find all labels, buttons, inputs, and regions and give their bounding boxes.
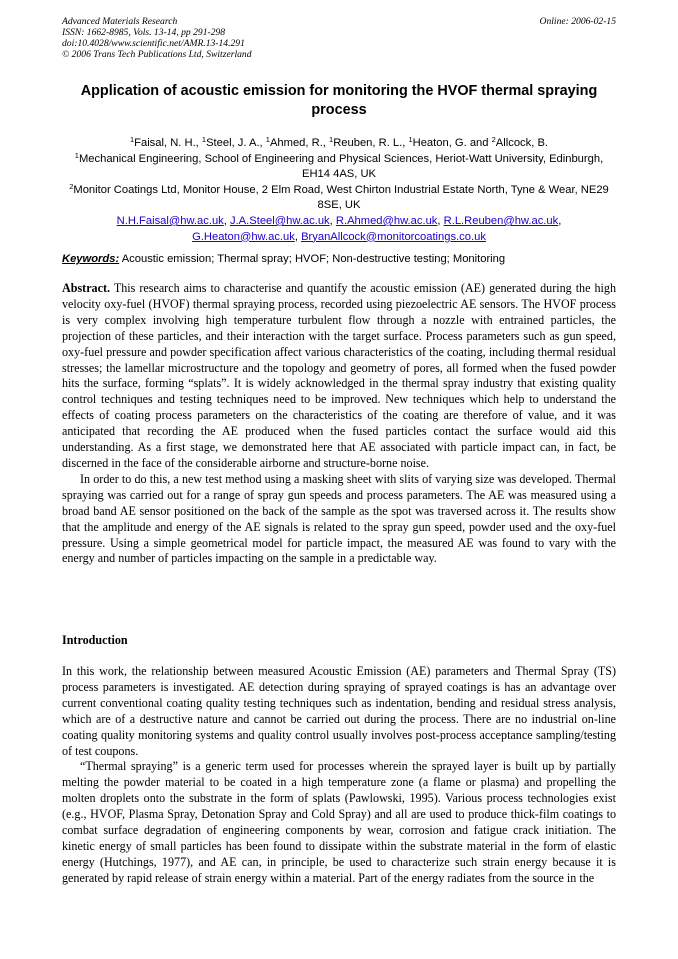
email-link[interactable]: R.Ahmed@hw.ac.uk	[335, 214, 438, 227]
journal-doi: doi:10.4028/www.scientific.net/AMR.13-14.291	[62, 38, 245, 49]
author-name: Allcock, B.	[495, 137, 549, 149]
journal-header	[62, 16, 616, 60]
author-name: Ahmed, R.,	[269, 137, 330, 149]
journal-name: Advanced Materials Research	[62, 16, 178, 27]
paper-title: Application of acoustic emission for monitoring the HVOF thermal spraying process	[80, 83, 598, 118]
abstract-paragraph: In order to do this, a new test method using a masking sheet with slits of varying size was developed. Thermal spraying was carried out for a range of spray gun speeds and process parameters. The AE was measured using a broad band AE sensor positioned on the back of the sample as the spot was traversed across it. The results show that the amplitude and energy of the AE signals is related to the spray gun speed, powder used and the oxy-fuel pressure. Using a simple geometrical model for particle impact, the measured AE was found to vary with the energy and number of particles impacting on the sample in a predictable way.	[62, 471, 616, 566]
author-name: Reuben, R. L.,	[333, 137, 409, 149]
keywords-text: Acoustic emission; Thermal spray; HVOF; Non-destructive testing; Monitoring	[119, 253, 506, 265]
journal-copyright: © 2006 Trans Tech Publications Ltd, Switzerland	[62, 49, 252, 60]
abstract-paragraph: Abstract. This research aims to characterise and quantify the acoustic emission (AE) generated during the high velocity oxy-fuel (HVOF) thermal spraying process, recorded using piezoelectric AE sensors. The HVOF process is very complex involving high temperature turbulent flow through a nozzle with entrained particles, the projection of these particles, and their interaction with the target surface. Process parameters such as gun speed, oxy-fuel pressure and powder specification affect various characteristics of the coating, including thermal residual stresses; the lamellar microstructure and the topology and geometry of pores, all formed when the fused powder hits the surface, forming “splats”. It is widely acknowledged in the thermal spray industry that existing quality control techniques and testing techniques need to be improved. New techniques which help to understand the effects of coating process parameters on the characteristics of the coating are therefore of value, and it was anticipated that recording the AE produced when the fused particles contact the surface would aid this understanding. As a first stage, we demonstrated here that AE associated with particle impact can, in fact, be discerned in the face of the considerable airborne and structure-borne noise.	[62, 281, 616, 470]
email-link[interactable]: BryanAllcock@monitorcoatings.co.uk	[301, 230, 486, 243]
author-list: $^1$Faisal, N. H., $^1$Steel, J. A., $^1$Ahmed, R., $^1$Reuben, R. L., $^1$Heaton, G. and $^2$Allcock, B.	[129, 135, 549, 149]
author-name: Faisal, N. H.,	[134, 137, 202, 149]
email-link[interactable]: J.A.Steel@hw.ac.uk	[229, 214, 330, 227]
author-name: Heaton, G. and	[412, 137, 492, 149]
keywords-label: Keywords:	[62, 253, 120, 265]
affiliation-2: $^2$Monitor Coatings Ltd, Monitor House, 2 Elm Road, West Chirton Industrial Estate North, Tyne & Wear, NE29 8SE, UK	[69, 181, 609, 212]
online-date: Online: 2006-02-15	[539, 16, 616, 27]
author-emails: N.H.Faisal@hw.ac.uk, J.A.Steel@hw.ac.uk, R.Ahmed@hw.ac.uk, R.L.Reuben@hw.ac.uk, G.Heaton@hw.ac.uk, BryanAllcock@monitorcoatings.co.uk	[116, 214, 562, 243]
intro-paragraph: In this work, the relationship between measured Acoustic Emission (AE) parameters and Thermal Spray (TS) process parameters is investigated. AE detection during spraying of sprayed coatings is has an advantage over current conventional coating quality testing techniques such as indentation, bending and residual stress analysis, which are of a destructive nature and cannot be carried out during the process. There are no industrial on-line coating quality monitoring systems and quality control usually involves post-process acceptance sampling/testing of test coupons.	[62, 664, 616, 758]
email-link[interactable]: N.H.Faisal@hw.ac.uk	[116, 214, 224, 227]
affiliation-1: $^1$Mechanical Engineering, School of Engineering and Physical Sciences, Heriot-Watt University, Edinburgh, EH14 4AS, UK	[74, 150, 604, 181]
abstract-section	[62, 281, 616, 567]
journal-issn: ISSN: 1662-8985, Vols. 13-14, pp 291-298	[62, 27, 226, 38]
keywords	[62, 252, 616, 267]
author-name: Steel, J. A.,	[206, 137, 266, 149]
introduction-section	[62, 664, 616, 887]
email-link[interactable]: G.Heaton@hw.ac.uk	[192, 230, 295, 243]
abstract-label: Abstract.	[62, 281, 111, 295]
intro-paragraph: “Thermal spraying” is a generic term used for processes wherein the sprayed layer is built up by partially melting the powder material to be coated in a high temperature zone (a flame or plasma) and propelling the molten droplets onto the substrate in the form of splats (Pawlowski, 1995). Various process technologies exist (e.g., HVOF, Plasma Spray, Detonation Spray and Cold Spray) and all are used to produce thick-film coatings to combat surface degradation of engineering components by wear, corrosion and fatigue crack initiation. The kinetic energy of small particles has been found to dissipate within the substrate material in the form of elastic energy (Hutchings, 1977), and AE can, in principle, be used to characterize such strain energy because it is generated by rapid release of strain energy within a material. Part of the energy radiates from the source in the	[62, 759, 616, 885]
section-heading-introduction: Introduction	[62, 633, 128, 647]
author-block	[62, 136, 616, 245]
email-link[interactable]: R.L.Reuben@hw.ac.uk	[443, 214, 559, 227]
journal-info	[62, 16, 616, 60]
